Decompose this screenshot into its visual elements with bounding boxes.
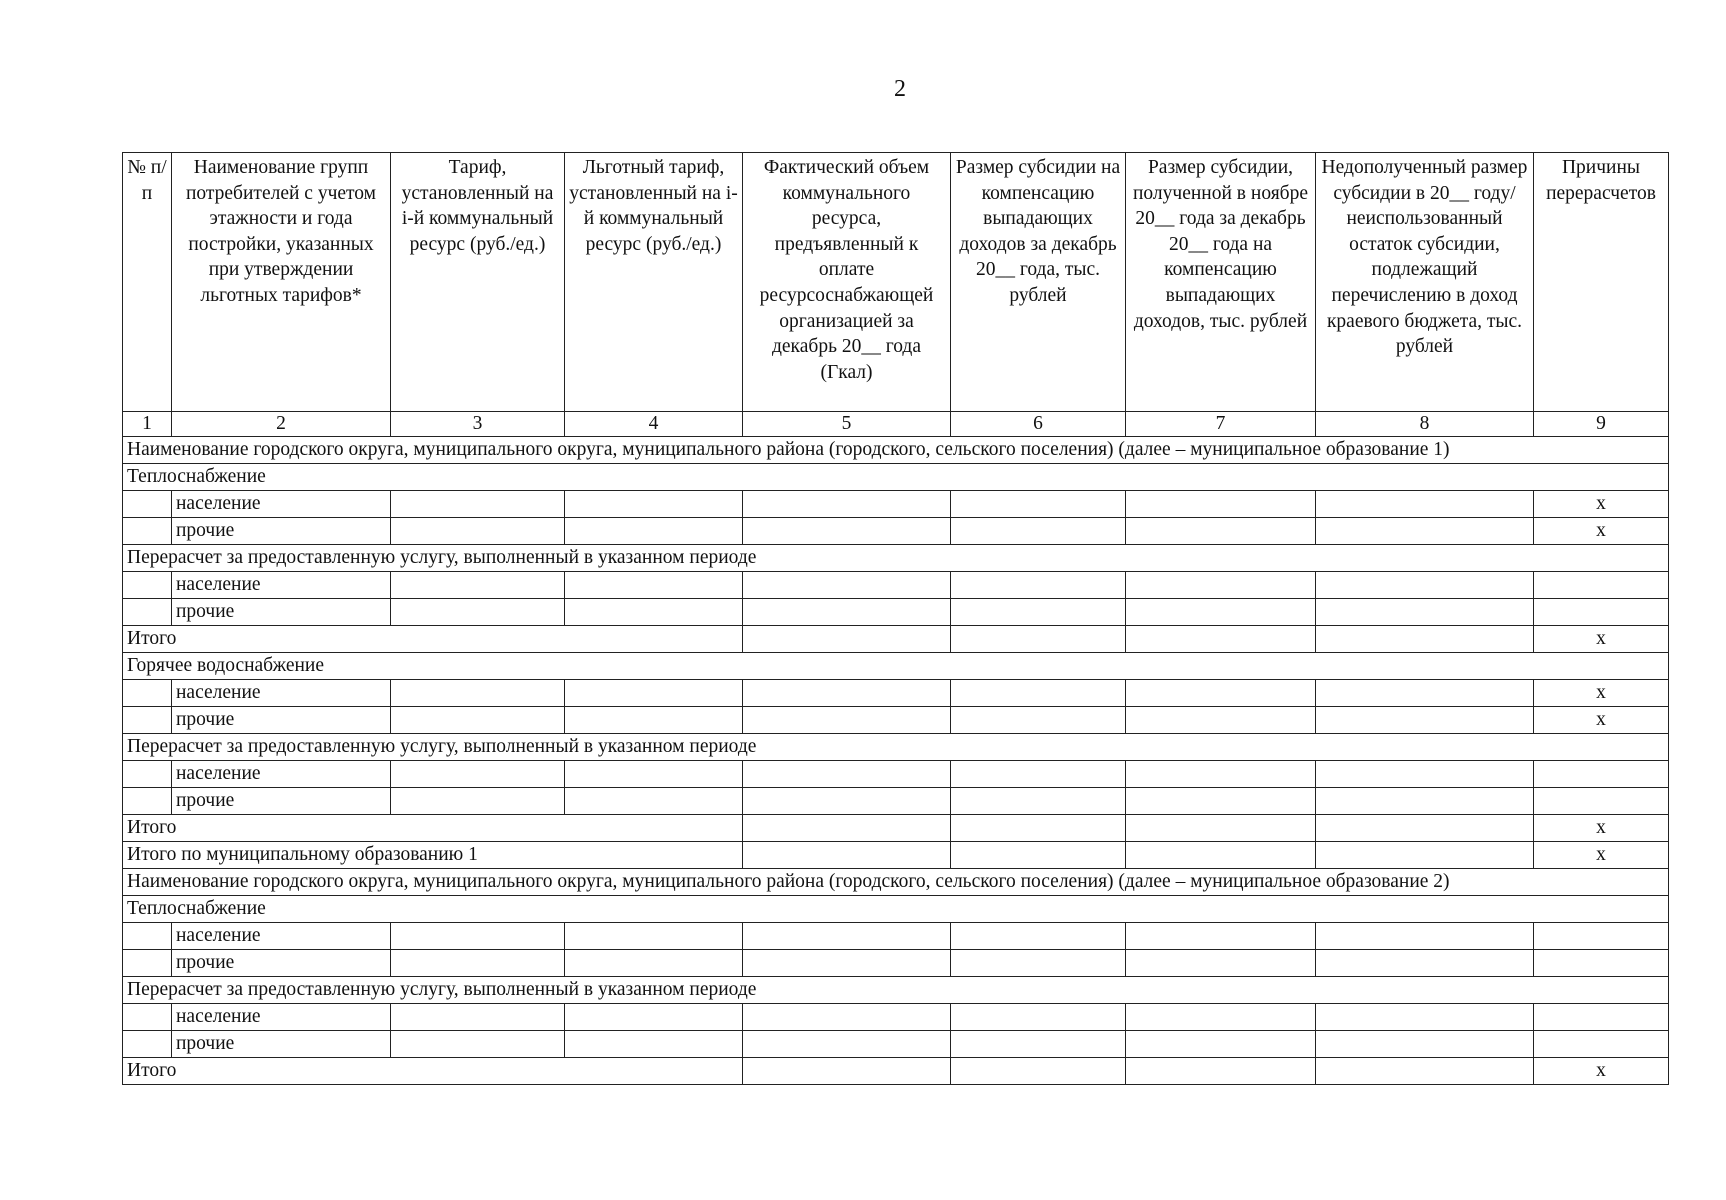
table-cell	[565, 761, 743, 788]
row-number-cell	[123, 788, 172, 815]
table-cell	[1316, 572, 1534, 599]
section-row	[123, 869, 1669, 896]
consumer-group-label: прочие	[172, 518, 391, 545]
section-row	[123, 545, 1669, 572]
row-number-cell	[123, 923, 172, 950]
total-label: Итого	[123, 1058, 743, 1085]
table-cell	[1316, 788, 1534, 815]
reason-cell: х	[1534, 1058, 1669, 1085]
table-cell	[951, 923, 1126, 950]
consumer-group-label: население	[172, 1004, 391, 1031]
section-title: Горячее водоснабжение	[123, 653, 1669, 680]
table-cell	[743, 572, 951, 599]
table-cell	[743, 707, 951, 734]
section-row	[123, 464, 1669, 491]
consumer-group-label: население	[172, 923, 391, 950]
table-cell	[951, 680, 1126, 707]
table-cell	[743, 1031, 951, 1058]
table-cell	[1126, 518, 1316, 545]
table-row	[123, 761, 1669, 788]
table-cell	[1126, 815, 1316, 842]
consumer-group-label: население	[172, 761, 391, 788]
consumer-group-label: прочие	[172, 707, 391, 734]
table-cell	[1126, 788, 1316, 815]
table-cell	[1316, 842, 1534, 869]
total-label: Итого	[123, 815, 743, 842]
consumer-group-label: население	[172, 491, 391, 518]
table-cell	[565, 1004, 743, 1031]
section-title: Наименование городского округа, муниципального округа, муниципального района (городского, сельского поселения) (далее – муниципальное образование 1)	[123, 437, 1669, 464]
table-cell	[391, 491, 565, 518]
table-cell	[743, 491, 951, 518]
table-cell	[951, 599, 1126, 626]
table-row	[123, 680, 1669, 707]
table-cell	[951, 518, 1126, 545]
table-cell	[565, 788, 743, 815]
column-number: 5	[743, 412, 951, 437]
table-cell	[1316, 491, 1534, 518]
table-cell	[1126, 1004, 1316, 1031]
header-cell: Причины перерасчетов	[1534, 153, 1669, 412]
table-cell	[565, 491, 743, 518]
table-row	[123, 1031, 1669, 1058]
header-cell: Недополученный размер субсидии в 20__ году/ неиспользованный остаток субсидии, подлежащий перечислению в доход краевого бюджета, тыс. рублей	[1316, 153, 1534, 412]
row-number-cell	[123, 518, 172, 545]
reason-cell	[1534, 1031, 1669, 1058]
table-cell	[951, 950, 1126, 977]
table-cell	[951, 626, 1126, 653]
reason-cell	[1534, 761, 1669, 788]
reason-cell	[1534, 950, 1669, 977]
reason-cell	[1534, 572, 1669, 599]
table-cell	[951, 707, 1126, 734]
total-row	[123, 815, 1669, 842]
table-cell	[743, 815, 951, 842]
table-cell	[391, 1031, 565, 1058]
table-cell	[565, 680, 743, 707]
table-cell	[391, 923, 565, 950]
table-cell	[743, 950, 951, 977]
total-label: Итого по муниципальному образованию 1	[123, 842, 743, 869]
table-cell	[951, 572, 1126, 599]
table-cell	[391, 761, 565, 788]
table-cell	[743, 1058, 951, 1085]
table-cell	[565, 923, 743, 950]
reason-cell: х	[1534, 518, 1669, 545]
table-cell	[1126, 1031, 1316, 1058]
table-cell	[743, 923, 951, 950]
header-cell: Льготный тариф, установленный на i-й коммунальный ресурс (руб./ед.)	[565, 153, 743, 412]
column-number: 3	[391, 412, 565, 437]
table-row	[123, 1004, 1669, 1031]
table-cell	[391, 599, 565, 626]
row-number-cell	[123, 950, 172, 977]
section-row	[123, 653, 1669, 680]
header-cell: Наименование групп потребителей с учетом этажности и года постройки, указанных при утверждении льготных тарифов*	[172, 153, 391, 412]
table-cell	[1126, 626, 1316, 653]
reason-cell: х	[1534, 842, 1669, 869]
column-number: 4	[565, 412, 743, 437]
header-cell: № п/п	[123, 153, 172, 412]
column-number: 8	[1316, 412, 1534, 437]
row-number-cell	[123, 599, 172, 626]
table-cell	[743, 599, 951, 626]
table-cell	[951, 491, 1126, 518]
reason-cell	[1534, 788, 1669, 815]
section-row	[123, 734, 1669, 761]
table-cell	[1316, 761, 1534, 788]
header-cell: Размер субсидии на компенсацию выпадающих доходов за декабрь 20__ года, тыс. рублей	[951, 153, 1126, 412]
section-title: Перерасчет за предоставленную услугу, выполненный в указанном периоде	[123, 545, 1669, 572]
table-row	[123, 518, 1669, 545]
table-cell	[1126, 950, 1316, 977]
section-title: Теплоснабжение	[123, 464, 1669, 491]
table-cell	[951, 1031, 1126, 1058]
column-number: 7	[1126, 412, 1316, 437]
table-cell	[1316, 1004, 1534, 1031]
table-cell	[743, 842, 951, 869]
table-row	[123, 950, 1669, 977]
table-cell	[951, 788, 1126, 815]
page-number: 2	[894, 76, 906, 102]
reason-cell: х	[1534, 680, 1669, 707]
table-cell	[391, 788, 565, 815]
table-cell	[743, 518, 951, 545]
table-cell	[1126, 1058, 1316, 1085]
header-cell: Тариф, установленный на i-й коммунальный ресурс (руб./ед.)	[391, 153, 565, 412]
table-cell	[743, 680, 951, 707]
reason-cell	[1534, 1004, 1669, 1031]
row-number-cell	[123, 572, 172, 599]
table-cell	[565, 599, 743, 626]
total-row	[123, 1058, 1669, 1085]
table-row	[123, 572, 1669, 599]
reason-cell: х	[1534, 707, 1669, 734]
table-cell	[1126, 491, 1316, 518]
table-cell	[1316, 950, 1534, 977]
column-number: 6	[951, 412, 1126, 437]
table-cell	[1126, 707, 1316, 734]
section-title: Наименование городского округа, муниципального округа, муниципального района (городского, сельского поселения) (далее – муниципальное образование 2)	[123, 869, 1669, 896]
total-row	[123, 626, 1669, 653]
table-cell	[1316, 1058, 1534, 1085]
section-row	[123, 437, 1669, 464]
consumer-group-label: население	[172, 680, 391, 707]
section-row	[123, 896, 1669, 923]
total-label: Итого	[123, 626, 743, 653]
consumer-group-label: прочие	[172, 950, 391, 977]
table-cell	[565, 518, 743, 545]
column-number-row	[123, 412, 1669, 437]
table-cell	[1316, 626, 1534, 653]
reason-cell: х	[1534, 491, 1669, 518]
row-number-cell	[123, 1004, 172, 1031]
table-cell	[1316, 707, 1534, 734]
table-cell	[743, 626, 951, 653]
table-cell	[1316, 923, 1534, 950]
table-row	[123, 707, 1669, 734]
table-body	[123, 437, 1669, 1085]
table-cell	[951, 815, 1126, 842]
row-number-cell	[123, 680, 172, 707]
reason-cell: х	[1534, 626, 1669, 653]
table-cell	[743, 1004, 951, 1031]
reason-cell	[1534, 599, 1669, 626]
table-cell	[743, 788, 951, 815]
table-cell	[1126, 842, 1316, 869]
section-row	[123, 977, 1669, 1004]
section-title: Теплоснабжение	[123, 896, 1669, 923]
header-cell: Размер субсидии, полученной в ноябре 20__ года за декабрь 20__ года на компенсацию выпадающих доходов, тыс. рублей	[1126, 153, 1316, 412]
section-title: Перерасчет за предоставленную услугу, выполненный в указанном периоде	[123, 734, 1669, 761]
row-number-cell	[123, 707, 172, 734]
table-cell	[391, 518, 565, 545]
table-cell	[1126, 680, 1316, 707]
table-cell	[1316, 1031, 1534, 1058]
section-title: Перерасчет за предоставленную услугу, выполненный в указанном периоде	[123, 977, 1669, 1004]
table-cell	[1126, 923, 1316, 950]
table-row	[123, 599, 1669, 626]
header-row	[123, 153, 1669, 412]
row-number-cell	[123, 1031, 172, 1058]
table-cell	[1126, 599, 1316, 626]
table-cell	[565, 572, 743, 599]
table-cell	[743, 761, 951, 788]
table-cell	[391, 1004, 565, 1031]
table-cell	[1126, 761, 1316, 788]
total-row	[123, 842, 1669, 869]
table-cell	[1316, 680, 1534, 707]
column-number: 2	[172, 412, 391, 437]
table-cell	[565, 1031, 743, 1058]
table-cell	[391, 680, 565, 707]
column-number: 9	[1534, 412, 1669, 437]
table-cell	[951, 1004, 1126, 1031]
table-cell	[1316, 599, 1534, 626]
consumer-group-label: прочие	[172, 599, 391, 626]
table-cell	[1126, 572, 1316, 599]
table-row	[123, 788, 1669, 815]
table-row	[123, 923, 1669, 950]
table-cell	[951, 1058, 1126, 1085]
table-cell	[565, 707, 743, 734]
subsidy-table	[122, 152, 1669, 1085]
reason-cell: х	[1534, 815, 1669, 842]
row-number-cell	[123, 761, 172, 788]
header-cell: Фактический объем коммунального ресурса, предъявленный к оплате ресурсоснабжающей организацией за декабрь 20__ года (Гкал)	[743, 153, 951, 412]
table-row	[123, 491, 1669, 518]
reason-cell	[1534, 923, 1669, 950]
table-cell	[1316, 815, 1534, 842]
table-cell	[1316, 518, 1534, 545]
consumer-group-label: население	[172, 572, 391, 599]
consumer-group-label: прочие	[172, 788, 391, 815]
row-number-cell	[123, 491, 172, 518]
table-cell	[391, 707, 565, 734]
table-cell	[951, 761, 1126, 788]
table-cell	[391, 950, 565, 977]
table-cell	[565, 950, 743, 977]
table-cell	[391, 572, 565, 599]
consumer-group-label: прочие	[172, 1031, 391, 1058]
column-number: 1	[123, 412, 172, 437]
table-cell	[951, 842, 1126, 869]
